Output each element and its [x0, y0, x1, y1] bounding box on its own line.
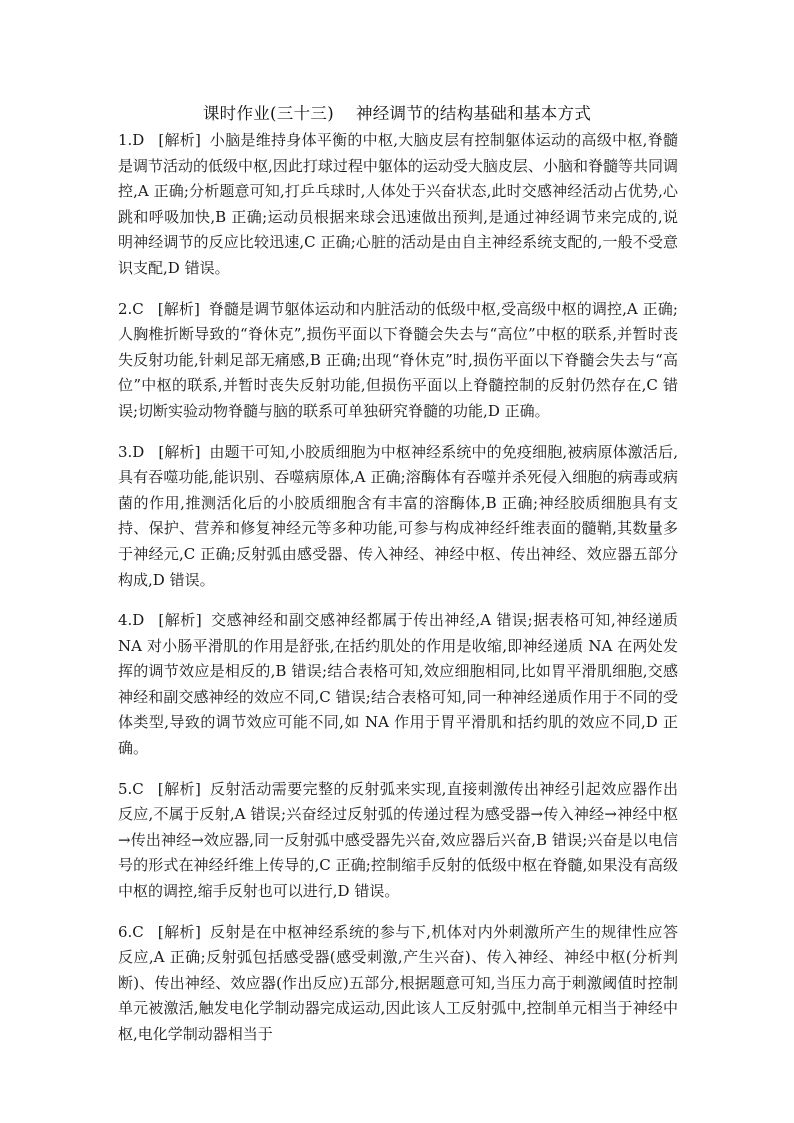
answer-number: 2.C [118, 299, 144, 318]
title-lesson: 课时作业(三十三) [202, 104, 334, 123]
answer-item-3 [118, 440, 678, 594]
answer-item-6 [118, 920, 678, 1048]
analysis-tag: [解析] [157, 779, 201, 798]
answer-list [118, 128, 678, 1056]
analysis-tag: [解析] [157, 922, 201, 941]
answer-text: 反射活动需要完整的反射弧来实现,直接刺激传出神经引起效应器作出反应,不属于反射,A 错误;兴奋经过反射弧的传递过程为感受器→传入神经→神经中枢→传出神经→效应器,同一反射弧中感受器先兴奋,效应器后兴奋,B 错误;兴奋是以电信号的形式在神经纤维上传导的,C 正确;控制缩手反射的低级中枢在脊髓,如果没有高级中枢的调控,缩手反射也可以进行,D 错误。 [118, 779, 678, 901]
analysis-tag: [解析] [158, 442, 201, 461]
answer-text: 小脑是维持身体平衡的中枢,大脑皮层有控制躯体运动的高级中枢,脊髓是调节活动的低级中枢,因此打球过程中躯体的运动受大脑皮层、小脑和脊髓等共同调控,A 正确;分析题意可知,打乒乓球时,人体处于兴奋状态,此时交感神经活动占优势,心跳和呼吸加快,B 正确;运动员根据来球会迅速做出预判,是通过神经调节来完成的,说明神经调节的反应比较迅速,C 正确;心脏的活动是由自主神经系统支配的,一般不受意识支配,D 错误。 [118, 131, 678, 277]
answer-item-2 [118, 297, 678, 425]
answer-text: 脊髓是调节躯体运动和内脏活动的低级中枢,受高级中枢的调控,A 正确;人胸椎折断导致的“脊休克”,损伤平面以下脊髓会失去与“高位”中枢的联系,并暂时丧失反射功能,针刺足部无痛感,B 正确;出现“脊休克”时,损伤平面以下脊髓会失去与“高位”中枢的联系,并暂时丧失反射功能,但损伤平面以上脊髓控制的反射仍然存在,C 错误;切断实验动物脊髓与脑的联系可单独研究脊髓的功能,D 正确。 [118, 299, 678, 420]
analysis-tag: [解析] [158, 611, 202, 630]
analysis-tag: [解析] [158, 131, 201, 149]
analysis-tag: [解析] [157, 299, 200, 318]
answer-text: 反射是在中枢神经系统的参与下,机体对内外刺激所产生的规律性应答反应,A 正确;反射弧包括感受器(感受刺激,产生兴奋)、传入神经、神经中枢(分析判断)、传出神经、效应器(作出反应)五部分,根据题意可知,当压力高于刺激阈值时控制单元被激活,触发电化学制动器完成运动,因此该人工反射弧中,控制单元相当于神经中枢,电化学制动器相当于 [118, 922, 678, 1043]
answer-item-1 [118, 128, 678, 282]
answer-number: 3.D [118, 442, 145, 461]
answer-text: 交感神经和副交感神经都属于传出神经,A 错误;据表格可知,神经递质 NA 对小肠平滑肌的作用是舒张,在括约肌处的作用是收缩,即神经递质 NA 在两处发挥的调节效应是相反的,B 错误;结合表格可知,效应细胞相同,比如胃平滑肌细胞,交感神经和副交感神经的效应不同,C 错误;结合表格可知,同一种神经递质作用于不同的受体类型,导致的调节效应可能不同,如 NA 作用于胃平滑肌和括约肌的效应不同,D 正确。 [118, 611, 678, 758]
answer-number: 4.D [118, 611, 145, 630]
page-title [0, 100, 794, 124]
answer-item-5 [118, 777, 678, 905]
answer-item-4 [118, 608, 678, 762]
answer-number: 6.C [118, 922, 144, 941]
answer-text: 由题干可知,小胶质细胞为中枢神经系统中的免疫细胞,被病原体激活后,具有吞噬功能,能识别、吞噬病原体,A 正确;溶酶体有吞噬并杀死侵入细胞的病毒或病菌的作用,推测活化后的小胶质细胞含有丰富的溶酶体,B 正确;神经胶质细胞具有支持、保护、营养和修复神经元等多种功能,可参与构成神经纤维表面的髓鞘,其数量多于神经元,C 正确;反射弧由感受器、传入神经、神经中枢、传出神经、效应器五部分构成,D 错误。 [118, 442, 678, 589]
answer-number: 5.C [118, 779, 144, 798]
title-topic: 神经调节的结构基础和基本方式 [355, 104, 592, 123]
answer-number: 1.D [118, 131, 145, 149]
